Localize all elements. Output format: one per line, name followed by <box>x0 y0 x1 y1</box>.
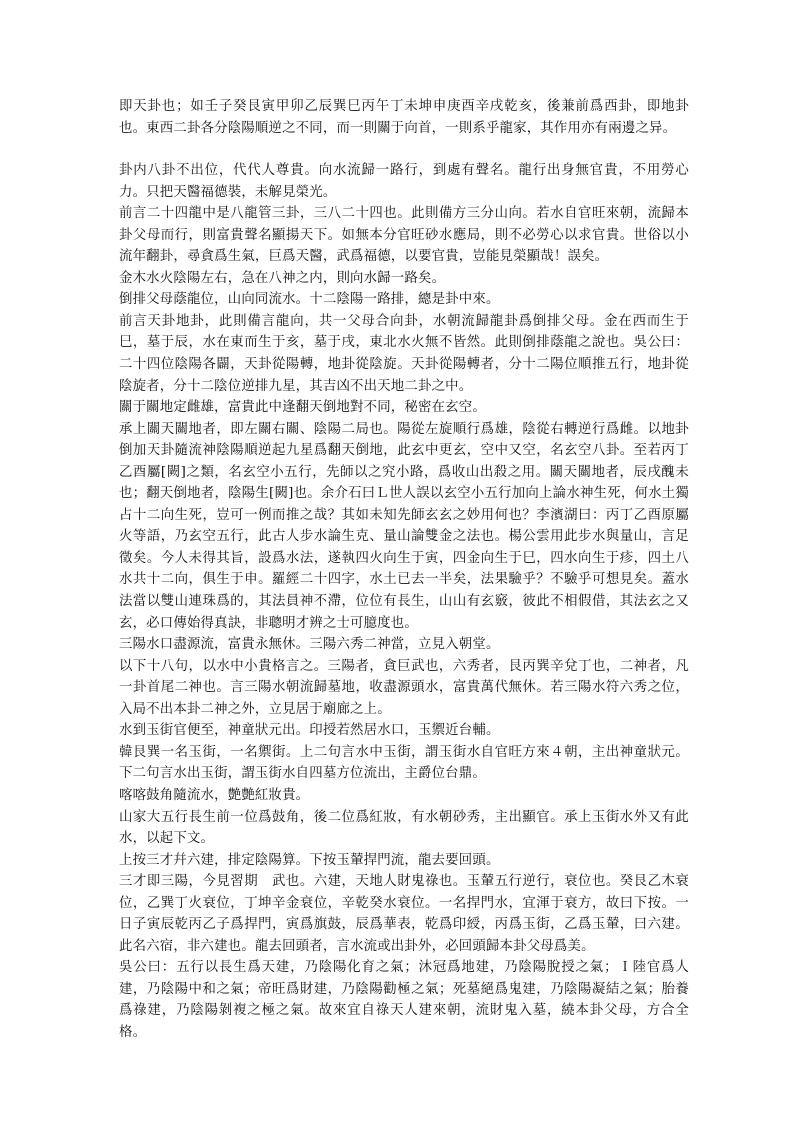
paragraph-three-talents: 上按三才幷六建，排定陰陽算。下按玉輦捍門流，龍去要回頭。 <box>119 852 500 868</box>
paragraph-three-yang-water: 三陽水口盡源流，富貴永無休。三陽六秀二神當，立見入朝堂。 <box>119 637 500 653</box>
paragraph-eighteen-lines: 以下十八句，以水中小貴格言之。三陽者，貪巨武也，六秀者，艮丙巽辛兌丁也，二神者，凡一卦首尾二神也。言三陽水朝流歸墓地，收盡源頭水，富貴萬代無休。若三陽水符六秀之位，入局不出本卦二神之外，立見居于廟廊之上。 <box>119 658 689 717</box>
paragraph-xuankong-commentary: 承上關天關地者，即左關右關、陰陽二局也。陽從左旋順行爲雄，陰從右轉逆行爲雌。以地卦倒加天卦隨流神陰陽順逆起九星爲翻天倒地，此玄中更玄，空中又空，名玄空八卦。至若丙丁乙酉屬[闕]之類，名玄空小五行，先師以之究小路，爲收山出殺之用。關天關地者，辰戌醜未也；翻天倒地者，陰陽生[闕]也。余介石曰Ｌ世人誤以玄空小五行加向上論水神生死，何水土獨占十二向生死，豈可一例而推之哉？其如未知先師玄玄之妙用何也？李濱湖曰：丙丁乙酉原屬火等語，乃玄空五行，此古人步水論生克、量山論雙金之法也。楊公雲用此步水與量山，言足徵矣。今人未得其旨，設爲水法，遂執四火向生于寅，四金向生于巳，四水向生于疹，四土八水共十二向，俱生于申。羅經二十四字，水土已去一半矣，法果驗乎？不驗乎可想見矣。蓋水法當以雙山連珠爲的，其法員神不滯，位位有長生，山山有玄竅，彼此不相假借，其法玄之又玄，必口傳始得真訣，非聰明才辨之士可臆度也。 <box>119 421 689 631</box>
paragraph-jade-street: 水到玉街官便至，神童狀元出。印授若然居水口，玉禦近台輔。 <box>119 723 500 739</box>
paragraph-gap <box>119 139 689 160</box>
paragraph-six-builds: 三才即三陽，今見習期 武也。六建，天地人財鬼祿也。玉輦五行逆行，衰位也。癸艮乙木衰位，乙巽丁火衰位，丁坤辛金衰位，辛乾癸水衰位。一名捍門水，宜渾于衰方，故曰下按。一日子寅辰乾丙乙子爲捍門，寅爲旗鼓，辰爲華表，乾爲印綬，丙爲玉街，乙爲玉輦，曰六建。此名六宿，非六建也。龍去回頭者，言水流或出卦外，必回頭歸本卦父母爲美。 <box>119 874 689 954</box>
paragraph-drum-horn: 喀喀鼓角隨流水，艶艶紅妝貴。 <box>119 787 310 803</box>
paragraph-jade-street-commentary: 韓艮巽一名玉街，一名禦街。上二句言水中玉街，謂玉街水自官旺方來４朝，主出神童狀元。下二句言水出玉街，謂玉街水自四墓方位流出，主爵位台鼎。 <box>119 744 689 782</box>
paragraph-yin-yang-gates: 關于關地定雌雄，富貴此中逢翻天倒地對不同，秘密在玄空。 <box>119 400 486 416</box>
paragraph-metal-wood-water-fire: 金木水火陰陽左右，急在八神之内，則向水歸一路矣。 <box>119 270 446 286</box>
paragraph-heaven-earth-trigrams: 即天卦也；如壬子癸艮寅甲卯乙辰巽巳丙午丁未坤申庚酉辛戌乾亥，後兼前爲西卦，即地卦也。東西二卦各分陰陽順逆之不同，而一則關于向首，一則系乎龍家，其作用亦有兩邊之异。 <box>119 99 689 136</box>
paragraph-dragon-direction: 前言天卦地卦，此則備言龍向，共一父母合向卦，水朝流歸龍卦爲倒排父母。金在西而生于巳，墓于辰，水在東而生于亥，墓于戌，東北水火無不皆然。此則倒排蔭龍之說也。吳公曰：二十四位陰陽各闢，天卦從陽轉，地卦從陰旋。天卦從陽轉者，分十二陽位順推五行，地卦從陰旋者，分十二陰位逆排九星，其吉凶不出天地二卦之中。 <box>119 313 689 394</box>
paragraph-inner-eight-trigrams: 卦内八卦不出位，代代人尊貴。向水流歸一路行，到處有聲名。龍行出身無官貴，不用勞心力。只把天醫福德裝，未解見榮光。 <box>119 163 689 200</box>
paragraph-wu-gong-commentary: 吳公曰：五行以長生爲天建，乃陰陽化育之氣；沐冠爲地建，乃陰陽脫授之氣；Ｉ陸官爲人建，乃陰陽中和之氣；帝旺爲財建，乃陰陽勸極之氣；死墓絕爲鬼建，乃陰陽凝結之氣；胎養爲祿建，乃陰陽剝複之極之氣。故來宜自祿天人建來朝，流財鬼入墓，繞本卦父母，方合全格。 <box>119 960 689 1040</box>
paragraph-drum-horn-commentary: 山家大五行長生前一位爲鼓角，後二位爲紅妝，有水朝砂秀，主出顯官。承上玉街水外又有此水，以起下文。 <box>119 809 689 847</box>
document-page <box>119 96 689 1044</box>
paragraph-reverse-parents: 倒排父母蔭龍位，山向同流水。十二陰陽一路排，總是卦中來。 <box>119 292 500 308</box>
paragraph-twenty-four-dragons: 前言二十四龍中是八龍管三卦，三八二十四也。此則備方三分山向。若水自官旺來朝，流歸本卦父母而行，則富貴聲名顯揚天下。如無本分官旺砂水應局，則不必勞心以求官貴。世俗以小流年翻卦，尋貪爲生氣，巨爲天醫，武爲福德，以要官貴，豈能見榮顯哉！誤矣。 <box>119 206 689 265</box>
